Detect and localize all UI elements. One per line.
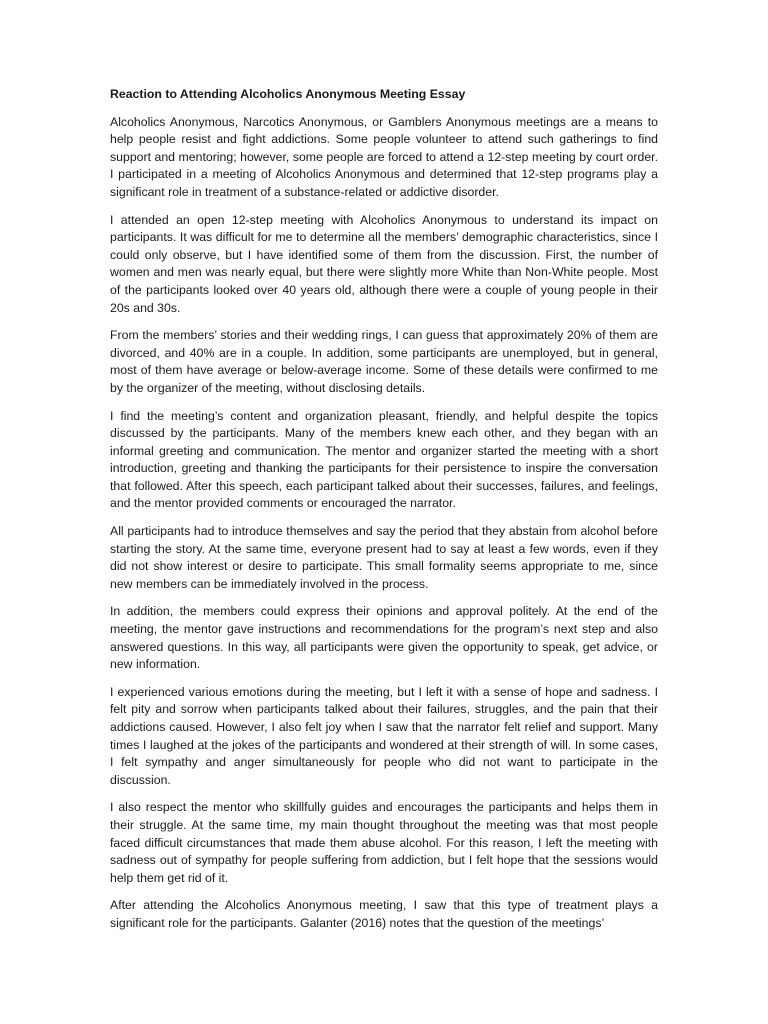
paragraph-4: I find the meeting’s content and organization pleasant, friendly, and helpful despite the topics discussed by the participants. Many of the members knew each other, and they began with an informal greeting and communication. The mentor and organizer started the meeting with a short introduction, greeting and thanking the participants for their persistence to inspire the conversation that followed. After this speech, each participant talked about their successes, failures, and feelings, and the mentor provided comments or encouraged the narrator. [110,408,658,511]
paragraph-6: In addition, the members could express their opinions and approval politely. At the end of the meeting, the mentor gave instructions and recommendations for the program’s next step and also answered questions. In this way, all participants were given the opportunity to speak, get advice, or new information. [110,604,658,672]
paragraph-5: All participants had to introduce themselves and say the period that they abstain from alcohol before starting the story. At the same time, everyone present had to say at least a few words, even if they did not show interest or desire to participate. This small formality seems appropriate to me, since new members can be immediately involved in the process. [110,524,658,591]
essay-title: Reaction to Attending Alcoholics Anonymous Meeting Essay [110,87,466,101]
paragraph-1: Alcoholics Anonymous, Narcotics Anonymous, or Gamblers Anonymous meetings are a means to help people resist and fight addictions. Some people volunteer to attend such gatherings to find support and mentoring; however, some people are forced to attend a 12-step meeting by court order. I participated in a meeting of Alcoholics Anonymous and determined that 12-step programs play a significant role in treatment of a substance-related or addictive disorder. [110,114,658,199]
paragraph-8: I also respect the mentor who skillfully guides and encourages the participants and helps them in their struggle. At the same time, my main thought throughout the meeting was that most people faced difficult circumstances that made them abuse alcohol. For this reason, I left the meeting with sadness out of sympathy for people suffering from addiction, but I felt hope that the sessions would help them get rid of it. [110,800,658,885]
paragraph-2: I attended an open 12-step meeting with Alcoholics Anonymous to understand its impact on participants. It was difficult for me to determine all the members’ demographic characteristics, since I could only observe, but I have identified some of them from the discussion. First, the number of women and men was nearly equal, but there were slightly more White than Non-White people. Most of the participants looked over 40 years old, although there were a couple of young people in their 20s and 30s. [110,212,658,315]
paragraph-9: After attending the Alcoholics Anonymous meeting, I saw that this type of treatment plays a significant role for the participants. Galanter (2016) notes that the question of the meetings’ [110,898,658,930]
paragraph-7: I experienced various emotions during the meeting, but I left it with a sense of hope and sadness. I felt pity and sorrow when participants talked about their failures, struggles, and the pain that their addictions caused. However, I also felt joy when I saw that the narrator felt relief and support. Many times I laughed at the jokes of the participants and wondered at their strength of will. In some cases, I felt sympathy and anger simultaneously for people who did not want to participate in the discussion. [110,684,658,787]
paragraph-3: From the members’ stories and their wedding rings, I can guess that approximately 20% of them are divorced, and 40% are in a couple. In addition, some participants are unemployed, but in general, most of them have average or below-average income. Some of these details were confirmed to me by the organizer of the meeting, without disclosing details. [110,328,658,395]
essay-body [110,86,658,943]
